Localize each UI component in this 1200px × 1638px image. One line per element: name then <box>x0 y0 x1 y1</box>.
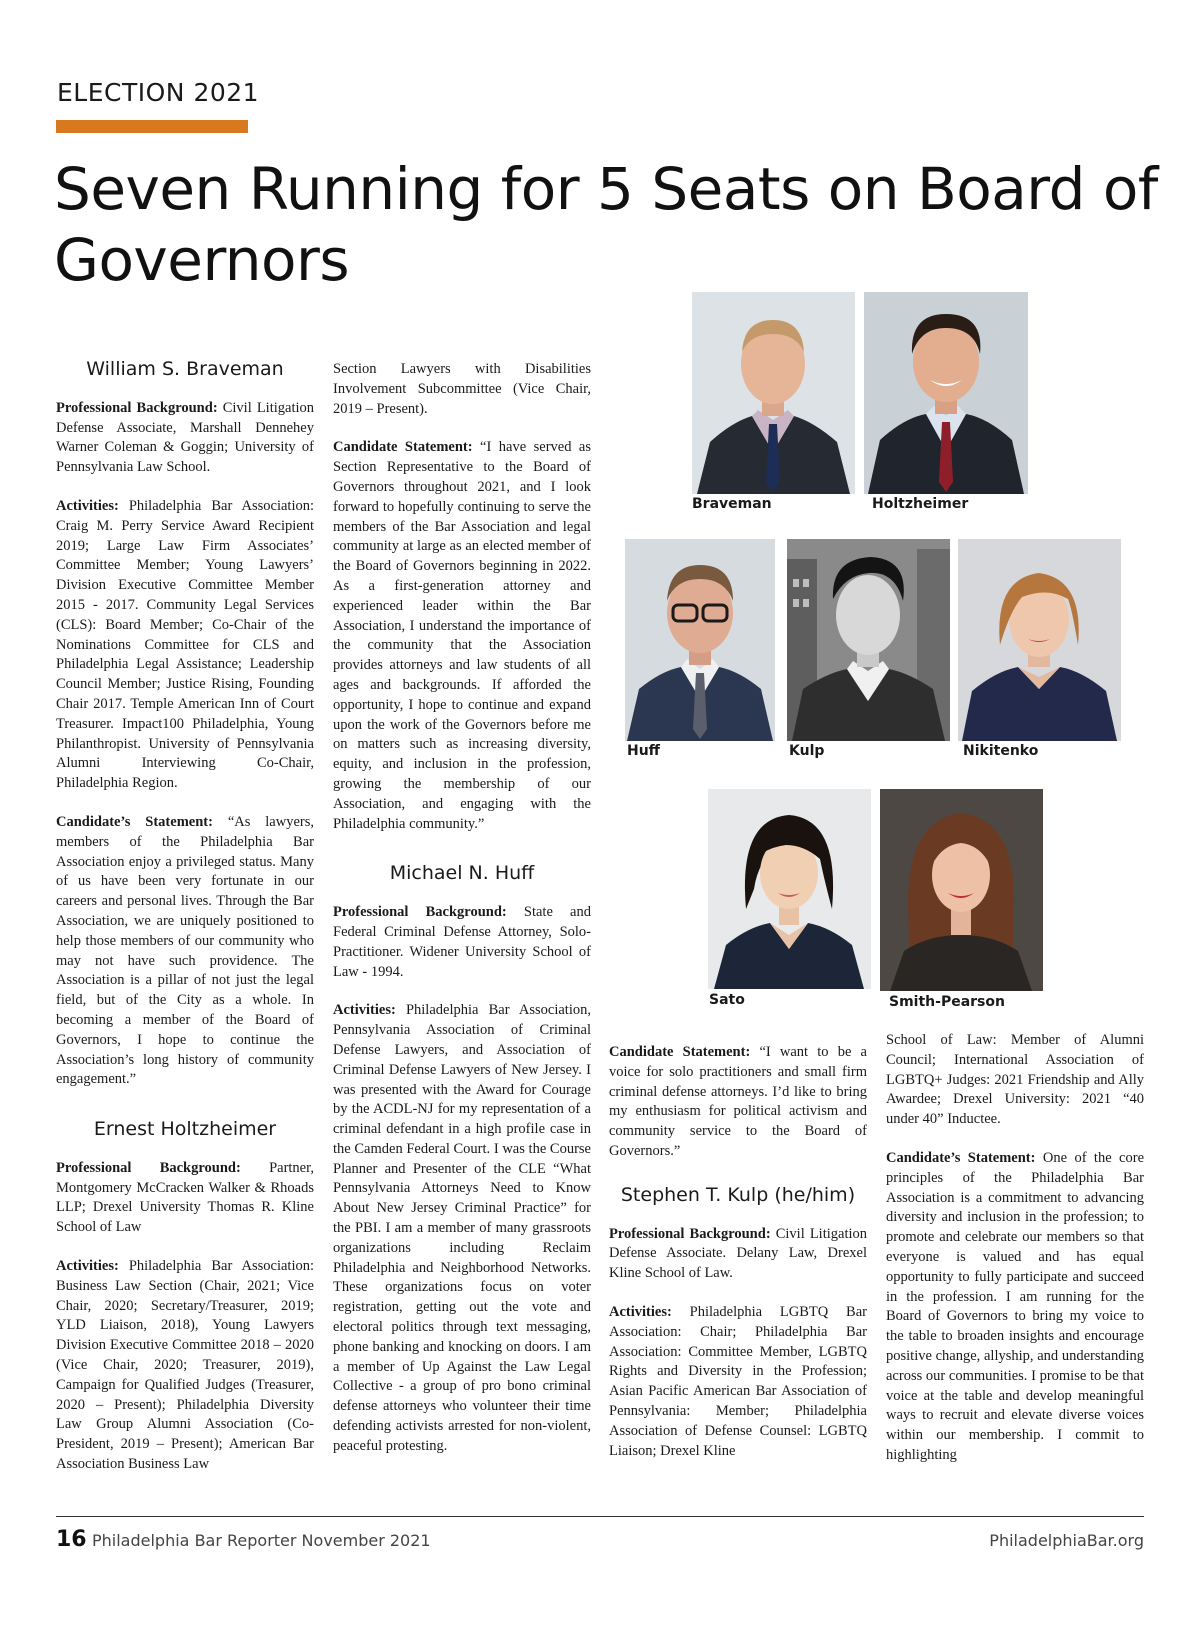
photo-sato <box>708 789 871 989</box>
portrait-photo-icon <box>625 539 775 741</box>
huff-activities: Activities: Philadelphia Bar Association, Pennsylvania Association of Criminal Defense Lawyers, and Association of Criminal Defense Lawyers of New Jersey. I was presented with the Award for Courage by the ACDL-NJ for my representation of a criminal defendant in a high profile case in the Camden Federal Court. I was the Course Planner and Presenter of the CLE “What Pennsylvania Attorneys Need to Know About New Jersey Criminal Practice” for the PBI. I am a member of many grassroots organizations including Reclaim Philadelphia and Neighborhood Networks. These organizations focus on voter registration, getting out the vote and electoral politics through text messaging, phone banking and knocking on doors. I am a member of Up Against the Law Legal Collective - a group of pro bono criminal defense attorneys who volunteer their time defending activists arrested for non-violent, peaceful protesting. <box>333 1002 591 1454</box>
website-link[interactable]: PhiladelphiaBar.org <box>989 1531 1144 1550</box>
kicker-accent-rule <box>56 120 248 133</box>
huff-background: Professional Background: State and Federal Criminal Defense Attorney, Solo-Practitioner. Widener University School of Law - 1994. <box>333 904 591 980</box>
braveman-background: Professional Background: Civil Litigation Defense Associate, Marshall Dennehey Warner Coleman & Goggin; University of Pennsylvania Law School. <box>56 399 315 476</box>
column-1 <box>56 360 314 1494</box>
portrait-photo-icon <box>864 292 1028 494</box>
photo-caption-kulp: Kulp <box>789 743 825 759</box>
holtzheimer-background: Professional Background: Partner, Montgomery McCracken Walker & Rhoads LLP; Drexel University Thomas R. Kline School of Law <box>56 1159 314 1236</box>
column-3 <box>609 1043 867 1480</box>
braveman-statement: Candidate’s Statement: “As lawyers, members of the Philadelphia Bar Association enjoy a privileged status. Many of us have been very fortunate in our careers and personal lives. Through the Bar Association, we are uniquely positioned to help those members of our community who may not have such providence. The Association is a pillar of not just the legal field, but of the City as a whole. In becoming a member of the Board of Governors, I hope to continue the Association’s long history of community engagement.” <box>56 813 314 1088</box>
photo-braveman <box>692 292 855 494</box>
photo-caption-sato: Sato <box>709 992 745 1008</box>
portrait-photo-icon <box>708 789 871 989</box>
page-title: Seven Running for 5 Seats on Board of Governors <box>54 155 1158 294</box>
section-kicker: ELECTION 2021 <box>57 78 260 107</box>
braveman-activities: Activities: Philadelphia Bar Association: Craig M. Perry Service Award Recipient 2019; Large Law Firm Associates’ Committee Member; Young Lawyers’ Division Executive Committee Member 2015 - 2017. Community Legal Services (CLS): Board Member; Co-Chair of the Nominations Committee for CLS and Philadelphia Legal Assistance; Leadership Council Member; Justice Rising, Founding Chair 2017. Temple American Inn of Court Treasurer. Impact100 Philadelphia, Young Philanthropist. University of Pennsylvania Alumni Interviewing Co-Chair, Philadelphia Region. <box>56 497 314 792</box>
portrait-photo-icon <box>958 539 1121 741</box>
photo-caption-braveman: Braveman <box>692 496 772 512</box>
photo-holtzheimer <box>864 292 1028 494</box>
portrait-photo-icon <box>692 292 855 494</box>
holtzheimer-statement: Candidate Statement: “I have served as Section Representative to the Board of Governors throughout 2021, and I look forward to hopefully continuing to serve the members of the Bar Association and legal community at large as an elected member of the Board of Governors beginning in 2022. As a first-generation attorney and experienced leader within the Bar Association, I understand the importance of the community that the Association provides attorneys and law students of all ages and backgrounds. If afforded the opportunity, I hope to continue and expand upon the work of the Governors before me on matters such as increasing diversity, equity, and inclusion in the profession, growing the membership of our Association, and engaging with the Philadelphia community.” <box>333 439 592 832</box>
candidate-name-kulp: Stephen T. Kulp (he/him) <box>620 1183 856 1206</box>
footer-rule <box>56 1516 1144 1517</box>
holtzheimer-activities-continued: Section Lawyers with Disabilities Involvement Subcommittee (Vice Chair, 2019 – Present). <box>333 361 591 417</box>
portrait-photo-icon <box>880 789 1043 991</box>
holtzheimer-activities: Activities: Philadelphia Bar Association: Business Law Section (Chair, 2021; Vice Chair, 2020; Secretary/Treasurer, 2019; YLD Liaison, 2018), Young Lawyers Division Executive Committee 2018 – 2020 (Vice Chair, 2020; Treasurer, 2019), Campaign for Qualified Judges (Treasurer, 2020 – Present); Philadelphia Diversity Law Group Alumni Association (Co-President, 2019 – Present); American Bar Association Business Law <box>56 1258 314 1473</box>
publication-line: Philadelphia Bar Reporter November 2021 <box>92 1531 431 1550</box>
column-4 <box>886 1031 1144 1485</box>
page-number: 16 <box>56 1527 87 1552</box>
photo-smith-pearson <box>880 789 1043 991</box>
photo-caption-nikitenko: Nikitenko <box>963 743 1039 759</box>
kulp-background: Professional Background: Civil Litigation Defense Associate. Delany Law, Drexel Kline School of Law. <box>609 1225 868 1282</box>
photo-huff <box>625 539 775 741</box>
candidate-name-huff: Michael N. Huff <box>389 862 535 885</box>
photo-caption-huff: Huff <box>627 743 661 759</box>
column-2 <box>333 360 591 1476</box>
photo-nikitenko <box>958 539 1121 741</box>
kulp-activities: Activities: Philadelphia LGBTQ Bar Association: Chair; Philadelphia Bar Association: Committee Member, LGBTQ Rights and Diversity in the Profession; Asian Pacific American Bar Association of Pennsylvania: Member; Philadelphia Association of Defense Counsel: LGBTQ Liaison; Drexel Kline <box>609 1303 867 1459</box>
candidate-name-braveman: William S. Braveman <box>86 358 284 380</box>
portrait-photo-icon <box>787 539 950 741</box>
photo-caption-holtzheimer: Holtzheimer <box>872 496 969 512</box>
photo-kulp <box>787 539 950 741</box>
photo-caption-smith-pearson: Smith-Pearson <box>889 994 1005 1010</box>
kulp-statement: Candidate’s Statement: One of the core principles of the Philadelphia Bar Association is a commitment to advancing diversity and inclusion in the profession; to promote and celebrate our members so that everyone is valued and has equal opportunity to fully participate and succeed in the profession. I am running for the Board of Governors to bring my voice to the table to broaden insights and encourage positive change, allyship, and understanding across our communities. I promise to be that voice at the table and develop meaningful ways to recruit and elevate diverse voices within our membership. I commit to highlighting <box>886 1149 1145 1463</box>
kulp-activities-continued: School of Law: Member of Alumni Council; International Association of LGBTQ+ Judges: 2021 Friendship and Ally Awardee; Drexel University: 2021 “40 under 40” Inductee. <box>886 1032 1144 1128</box>
huff-statement: Candidate Statement: “I want to be a voice for solo practitioners and small firm criminal defense attorneys. I’d like to bring my enthusiasm for political activism and community service to the Board of Governors.” <box>609 1044 867 1159</box>
candidate-name-holtzheimer: Ernest Holtzheimer <box>93 1118 277 1141</box>
